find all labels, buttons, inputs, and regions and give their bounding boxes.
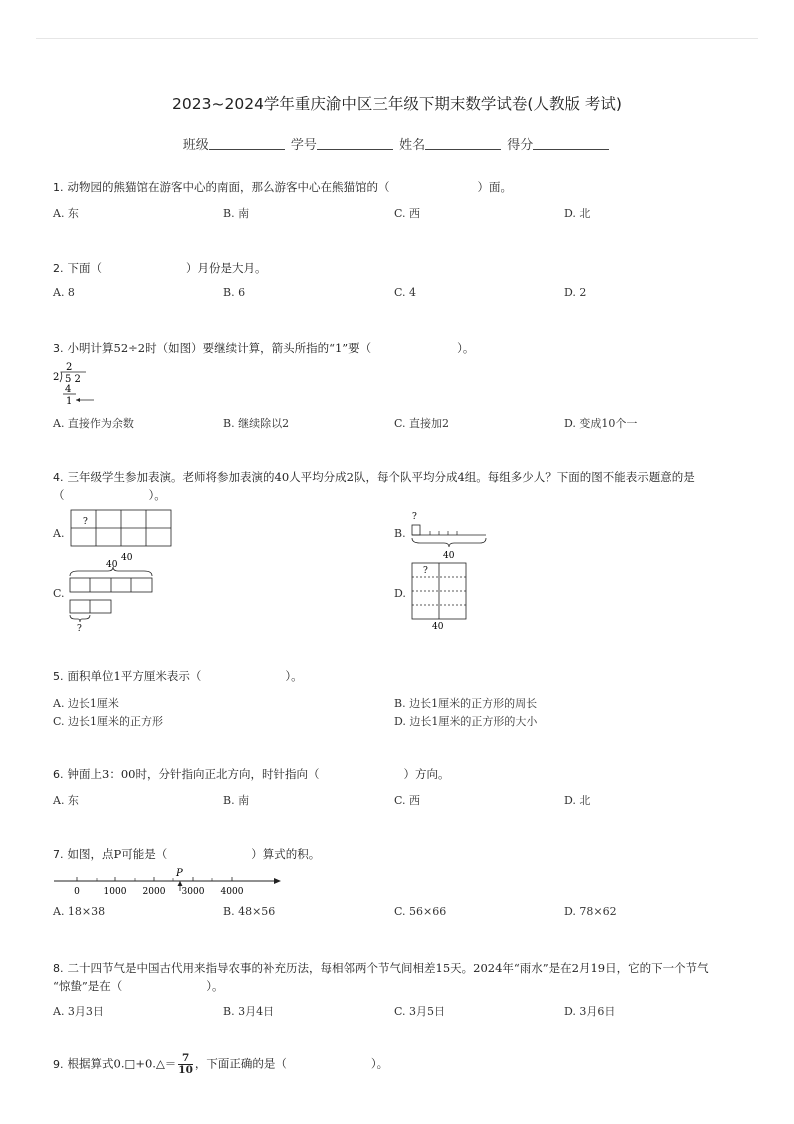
q1-option-d[interactable]: D. 北	[564, 207, 591, 220]
q1-option-b[interactable]: B. 南	[223, 207, 250, 220]
axis-arrow-icon	[274, 878, 281, 884]
page-title: 2023~2024学年重庆渝中区三年级下期末数学试卷(人教版 考试)	[172, 95, 622, 113]
question-6: 6. 钟面上3：00时，分针指向正北方向，时针指向（ ）方向。	[53, 767, 450, 781]
q2-option-c[interactable]: C. 4	[394, 286, 417, 299]
q8-option-d[interactable]: D. 3月6日	[564, 1005, 616, 1018]
point-p-arrow-icon	[178, 881, 183, 886]
q2-option-d[interactable]: D. 2	[564, 286, 587, 299]
name-blank[interactable]	[425, 137, 501, 150]
q6-option-d[interactable]: D. 北	[564, 794, 591, 807]
question-4-line-2: （ ）。	[53, 488, 166, 502]
unknown-mark: ?	[83, 517, 88, 527]
q7-option-a[interactable]: A. 18×38	[53, 905, 106, 918]
class-label: 班级	[182, 138, 209, 153]
question-8-line-2: “惊蛰”是在（ ）。	[53, 979, 224, 993]
q4-figure-d	[410, 561, 470, 631]
class-blank[interactable]	[209, 137, 285, 150]
tick-label: 4000	[220, 887, 244, 897]
q5-option-b[interactable]: B. 边长1厘米的正方形的周长	[394, 697, 538, 710]
question-3: 3. 小明计算52÷2时（如图）要继续计算，箭头所指的“1”要（ ）。	[53, 341, 475, 355]
q8-option-b[interactable]: B. 3月4日	[223, 1005, 275, 1018]
top-divider	[36, 38, 758, 39]
q4-option-c[interactable]: C.	[53, 587, 65, 600]
q1-option-a[interactable]: A. 东	[53, 207, 79, 220]
number-line-figure	[52, 864, 284, 898]
long-division-figure	[52, 359, 112, 409]
question-8: 8. 二十四节气是中国古代用来指导农事的补充历法，每相邻两个节气间相差15天。2024年“雨水”是在2月19日，它的下一个节气	[53, 961, 709, 975]
question-4: 4. 三年级学生参加表演。老师将参加表演的40人平均分成2队，每个队平均分成4组。每组多少人？下面的图不能表示题意的是	[53, 470, 695, 484]
q5-option-d[interactable]: D. 边长1厘米的正方形的大小	[394, 715, 538, 728]
q4-figure-c	[68, 556, 158, 634]
q2-option-b[interactable]: B. 6	[223, 286, 246, 299]
name-label: 姓名	[399, 138, 426, 153]
q3-option-b[interactable]: B. 继续除以2	[223, 417, 290, 430]
dividend-digits: 5 2	[65, 374, 81, 385]
tick-label: 0	[74, 887, 80, 897]
q4-figure-b	[408, 509, 492, 563]
unknown-mark: ?	[423, 566, 428, 576]
id-label: 学号	[290, 138, 317, 153]
q4-option-d[interactable]: D.	[394, 587, 406, 600]
tick-label: 1000	[103, 887, 127, 897]
total-label: 40	[106, 560, 118, 570]
unknown-mark: ?	[412, 512, 417, 522]
arrow-head-icon	[76, 398, 80, 402]
id-blank[interactable]	[317, 137, 393, 150]
q8-option-a[interactable]: A. 3月3日	[53, 1005, 104, 1018]
q6-option-b[interactable]: B. 南	[223, 794, 250, 807]
q6-option-c[interactable]: C. 西	[394, 794, 421, 807]
q4-figure-a	[70, 509, 176, 563]
q3-option-c[interactable]: C. 直接加2	[394, 417, 450, 430]
q7-option-c[interactable]: C. 56×66	[394, 905, 447, 918]
student-info-line	[0, 134, 794, 153]
q4-option-b[interactable]: B.	[394, 527, 406, 540]
tick-label: 2000	[142, 887, 166, 897]
question-2: 2. 下面（ ）月份是大月。	[53, 261, 267, 275]
score-label: 得分	[507, 138, 534, 153]
question-1: 1. 动物园的熊猫馆在游客中心的南面，那么游客中心在熊猫馆的（ ）面。	[53, 180, 512, 194]
unknown-mark: ?	[77, 624, 82, 634]
q6-option-a[interactable]: A. 东	[53, 794, 79, 807]
q3-option-a[interactable]: A. 直接作为余数	[53, 417, 134, 430]
q8-option-c[interactable]: C. 3月5日	[394, 1005, 446, 1018]
q3-option-d[interactable]: D. 变成10个一	[564, 417, 638, 430]
question-5: 5. 面积单位1平方厘米表示（ ）。	[53, 669, 303, 683]
tick-label: 3000	[181, 887, 205, 897]
remainder-digit: 1	[66, 396, 73, 407]
quotient-digit: 2	[66, 362, 73, 373]
divisor-digit: 2	[53, 372, 60, 383]
total-label: 40	[443, 551, 455, 561]
point-p-label: P	[176, 868, 183, 879]
total-label: 40	[432, 622, 444, 631]
score-blank[interactable]	[533, 137, 609, 150]
q7-option-d[interactable]: D. 78×62	[564, 905, 617, 918]
q1-option-c[interactable]: C. 西	[394, 207, 421, 220]
q7-option-b[interactable]: B. 48×56	[223, 905, 276, 918]
fraction: $\frac{7}{10}$	[178, 1052, 193, 1076]
q5-option-c[interactable]: C. 边长1厘米的正方形	[53, 715, 164, 728]
q5-option-a[interactable]: A. 边长1厘米	[53, 697, 119, 710]
product-digit: 4	[65, 384, 72, 395]
q2-option-a[interactable]: A. 8	[53, 286, 75, 299]
question-9: 9. 根据算式0.□+0.△＝ $\frac{7}{10}$ ，下面正确的是（ ）。	[53, 1052, 389, 1076]
question-7: 7. 如图，点P可能是（ ）算式的积。	[53, 847, 321, 861]
total-label: 40	[121, 553, 133, 563]
q4-option-a[interactable]: A.	[53, 527, 65, 540]
